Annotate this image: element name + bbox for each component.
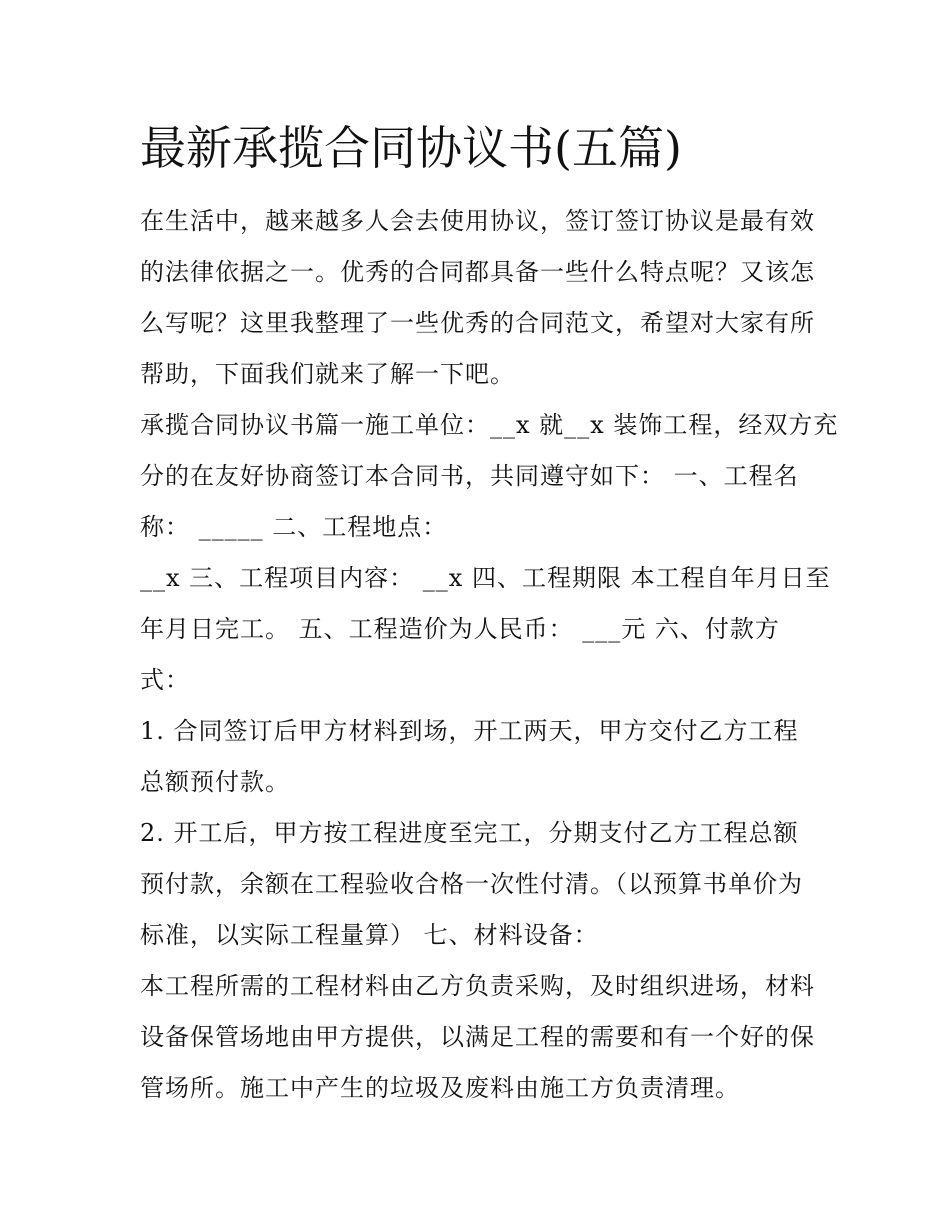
paragraph-line: __x 三、工程项目内容： __x 四、工程期限 本工程自年月日至	[140, 564, 831, 592]
list-item-1-line: 1. 合同签订后甲方材料到场，开工两天，甲方交付乙方工程	[140, 717, 799, 745]
page-title: 最新承揽合同协议书(五篇)	[140, 121, 682, 175]
list-item-2-line: 2. 开工后，甲方按工程进度至完工，分期支付乙方工程总额	[140, 819, 799, 847]
paragraph-line: 式：	[140, 666, 190, 694]
paragraph-line: 设备保管场地由甲方提供，以满足工程的需要和有一个好的保	[140, 1023, 815, 1051]
paragraph-line: 在生活中，越来越多人会去使用协议，签订签订协议是最有效	[140, 207, 815, 235]
paragraph-line: 称： _____ 二、工程地点：	[140, 513, 448, 541]
paragraph-line: 帮助，下面我们就来了解一下吧。	[140, 360, 515, 388]
paragraph-line: 本工程所需的工程材料由乙方负责采购，及时组织进场，材料	[140, 972, 815, 1000]
paragraph-line: 么写呢？这里我整理了一些优秀的合同范文，希望对大家有所	[140, 309, 815, 337]
list-item-2-line: 标准，以实际工程量算） 七、材料设备：	[140, 921, 599, 949]
paragraph-line: 年月日完工。 五、工程造价为人民币： ___元 六、付款方	[140, 615, 780, 643]
paragraph-line: 分的在友好协商签订本合同书，共同遵守如下： 一、工程名	[140, 462, 799, 490]
list-item-2-line: 预付款，余额在工程验收合格一次性付清。（以预算书单价为	[140, 870, 803, 898]
paragraph-line: 管场所。施工中产生的垃圾及废料由施工方负责清理。	[140, 1074, 740, 1102]
list-item-1-line: 总额预付款。	[140, 768, 290, 796]
paragraph-line: 承揽合同协议书篇一施工单位：__x 就__x 装饰工程，经双方充	[140, 411, 839, 439]
paragraph-line: 的法律依据之一。优秀的合同都具备一些什么特点呢？又该怎	[140, 258, 815, 286]
